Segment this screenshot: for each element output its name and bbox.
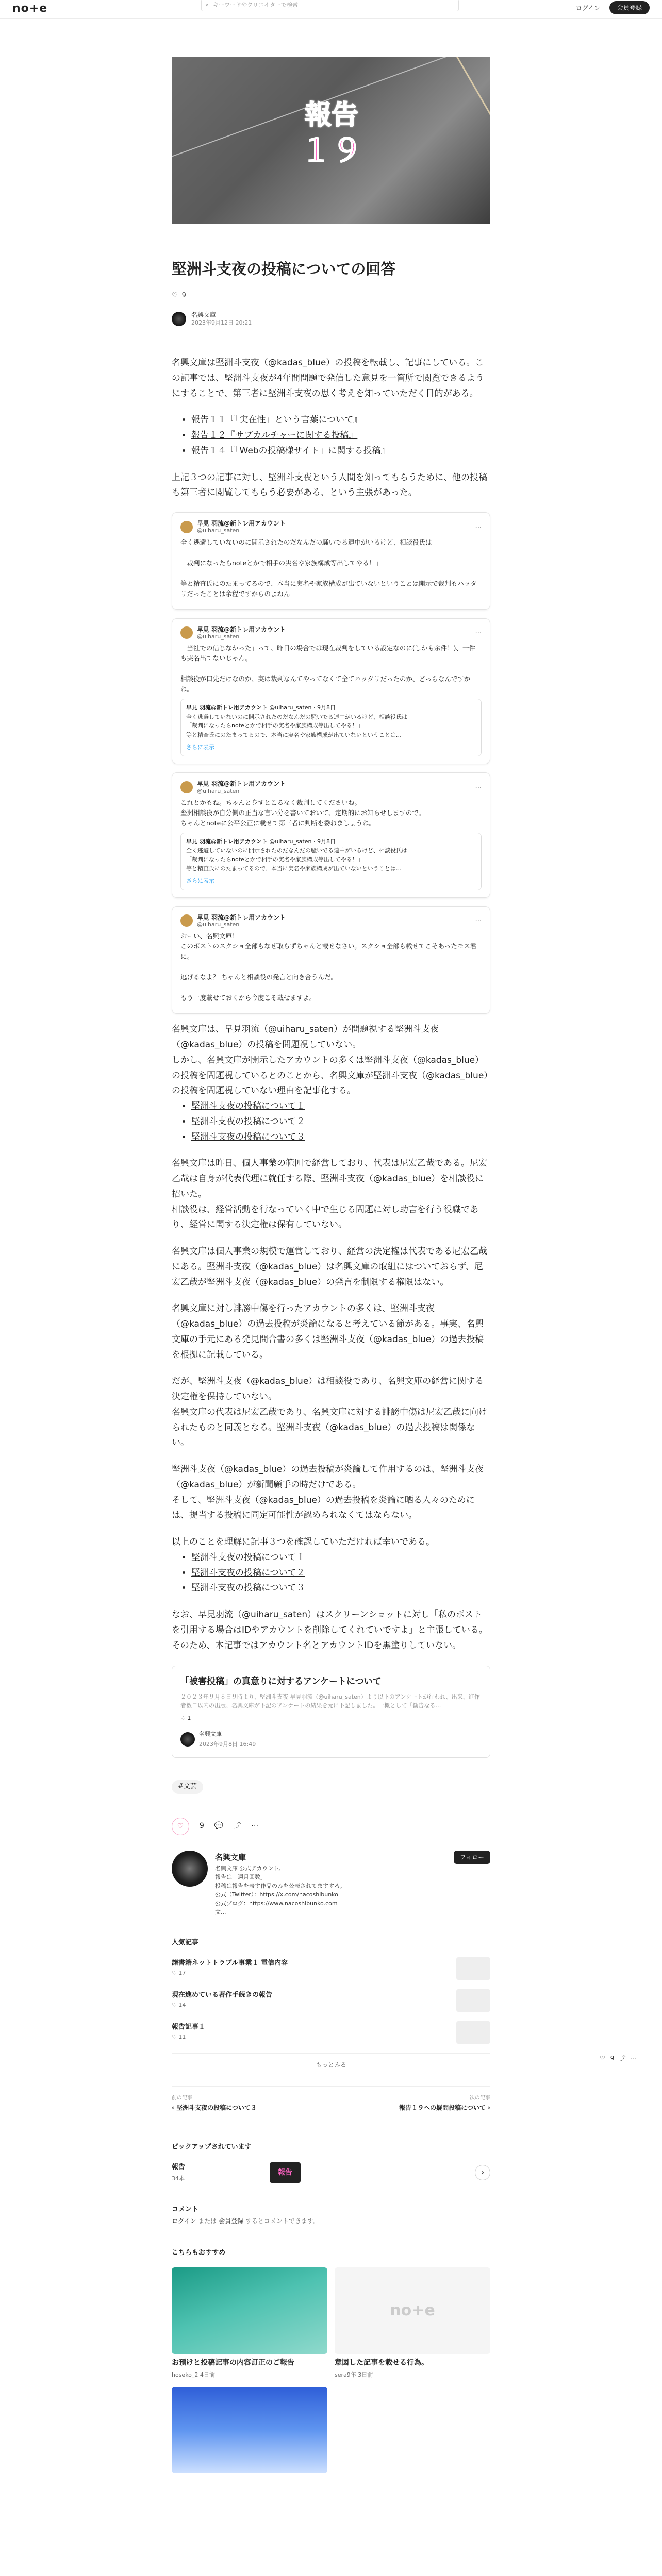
heart-icon: ♡: [180, 1715, 186, 1721]
blog-label: 公式ブログ：: [215, 1900, 249, 1907]
creator-profile: [172, 1851, 490, 1917]
show-more-button[interactable]: もっとみる: [172, 2053, 490, 2071]
embedded-tweet[interactable]: [172, 618, 490, 765]
popular-title[interactable]: 諸書籍ネットトラブル事業１ 電信内容: [172, 1959, 288, 1967]
heart-icon[interactable]: ♡: [172, 292, 178, 299]
next-label: 次の記事: [470, 2095, 490, 2101]
paragraph: なお、早見羽流（@uiharu_saten）はスクリーンショットに対し「私のポストを引用する場合はIDやアカウントを削除してくれていですよ」と主張している。そのため、本記事ではアカウント名とアカウントIDを黒塗りしていない。: [172, 1609, 488, 1651]
thumbnail[interactable]: [172, 2387, 327, 2473]
link-list: [172, 413, 490, 459]
list-item[interactable]: [172, 1957, 490, 1980]
link-list: [172, 1550, 490, 1596]
tweet-handle: @uiharu_saten: [197, 787, 240, 794]
tweet-author: 早見 羽流@新トレ用アカウント: [197, 520, 286, 527]
paragraph: 以上のことを理解に記事３つを確認していただければ幸いである。: [172, 1537, 435, 1547]
article-link[interactable]: 堅洲斗支夜の投稿について３: [191, 1583, 305, 1594]
heart-icon: ♡: [172, 2001, 177, 2008]
prev-next-nav: [172, 2086, 490, 2122]
popular-likes: 17: [178, 1969, 186, 1976]
paragraph: 名興文庫は昨日、個人事業の範囲で経営しており、代表は尼宏乙哉である。尼宏乙哉は自身が代表代理に就任する際、堅洲斗支夜（@kadas_blue）を相談役に招いた。 相談役は、経営活動を行なっていく中で生じる問題に対し助言を行う役職であり、経営に関する決定権は保有していない。: [172, 1158, 487, 1230]
hero-badge: [295, 98, 368, 180]
article-link[interactable]: 堅洲斗支夜の投稿について１: [191, 1552, 305, 1563]
quoted-tweet[interactable]: [180, 833, 482, 890]
article-like-count: 9: [181, 292, 186, 299]
tweet-author: 早見 羽流@新トレ用アカウント: [197, 625, 286, 633]
tweet-author: 早見 羽流@新トレ用アカウント: [197, 780, 286, 788]
prev-label: 前の記事: [172, 2095, 192, 2101]
prev-title[interactable]: 堅洲斗支夜の投稿について３: [176, 2104, 257, 2112]
hero-badge-line1: 報告: [304, 100, 358, 131]
recommend-author: sera9年 3日前: [335, 2371, 373, 2379]
quote-text: 全く逃避していないのに開示されたのだなんだの騒いでる連中がいるけど、相談役氏は 「裁判になったらnoteとかで相手の実名や家族構成等出してやる！」 等と精査氏にのたまってるので、本当に実名や家族構成が出ていないということは…: [186, 713, 407, 738]
creator-bio: 名興文庫 公式アカウント。 報告は「週月回数」 投稿は報告を表す作品のみを公表されてますすろ。: [215, 1865, 346, 1889]
article-link[interactable]: 堅洲斗支夜の投稿について２: [191, 1567, 305, 1578]
search-icon: ⌕: [206, 2, 209, 9]
recommend-grid: [172, 2267, 490, 2478]
thumbnail[interactable]: [456, 2021, 490, 2044]
creator-name[interactable]: 名興文庫: [215, 1852, 246, 1862]
recommend-title[interactable]: お預けと投稿記事の内容訂正のご報告: [172, 2358, 294, 2367]
thumbnail[interactable]: [456, 1957, 490, 1980]
comment-heading: コメント: [172, 2206, 199, 2214]
card-like-count: 1: [187, 1715, 191, 1721]
article-actions: [172, 1818, 490, 1835]
article-title: 堅洲斗支夜の投稿についての回答: [172, 260, 396, 278]
popular-title[interactable]: 報告記事１: [172, 2023, 206, 2031]
paragraph: 名興文庫は個人事業の規模で運営しており、経営の決定権は代表である尼宏乙哉にある。堅洲斗支夜（@kadas_blue）は名興文庫の取組にはついておらず、尼宏乙哉が堅洲斗支夜（@kadas_blue）の発言を制限する権限はない。: [172, 1246, 487, 1287]
card-author: 名興文庫: [199, 1731, 222, 1738]
pickup-title[interactable]: 報告: [172, 2163, 186, 2172]
side-like-count: 9: [610, 2055, 615, 2062]
hero-image: [172, 57, 490, 224]
comment-rest: するとコメントできます。: [245, 2217, 319, 2225]
link-list: [172, 1099, 490, 1145]
heart-icon: ♡: [172, 2033, 177, 2040]
logo[interactable]: no+e: [12, 2, 48, 15]
next-article[interactable]: [399, 2094, 490, 2114]
more-icon[interactable]: ⋯: [631, 2055, 637, 2062]
search-input[interactable]: [201, 0, 459, 11]
search-placeholder: キーワードやクリエイターで検索: [213, 2, 298, 9]
pickup-thumbnail[interactable]: 報告: [270, 2162, 301, 2183]
hashtag[interactable]: #文芸: [172, 1780, 203, 1794]
recommend-title[interactable]: 意図した記事を載せる行為。: [335, 2358, 428, 2367]
avatar: [180, 1732, 195, 1747]
top-bar: [0, 0, 662, 19]
tweet-handle: @uiharu_saten: [197, 921, 240, 928]
embedded-tweet[interactable]: [172, 512, 490, 610]
quote-handle: @uiharu_saten · 9月8日: [269, 704, 336, 711]
comment-sep: または: [198, 2217, 217, 2225]
paragraph: 名興文庫に対し誹謗中傷を行ったアカウントの多くは、堅洲斗支夜（@kadas_blue）の過去投稿が炎論になると考えている節がある。事実、名興文庫の手元にある発見問合書の多くは堅洲斗支夜（@kadas_blue）の過去投稿を根拠に記載している。: [172, 1303, 484, 1360]
quote-author: 早見 羽流@新トレ用アカウント: [186, 704, 268, 711]
recommend-item[interactable]: [172, 2267, 327, 2380]
hero-badge-line2: １９: [301, 133, 362, 169]
show-more-link[interactable]: さらに表示: [186, 743, 214, 751]
avatar[interactable]: [172, 312, 186, 326]
tweet-text: 全く逃避していないのに開示されたのだなんだの騒いでる連中がいるけど、相談役氏は 「裁判になったらnoteとかで相手の実名や家族構成等出してやる！」 等と精査氏にのたまってるので、本当に実名や家族構成が出ていないということは開示で裁判もハッタリだったことは余程ですからのよねん: [180, 538, 477, 598]
avatar[interactable]: [172, 1851, 208, 1887]
quoted-tweet[interactable]: [180, 699, 482, 756]
tweet-text: これとかもね。ちゃんと身すとこるなく裁判してくださいね。 堅洲相談役が自分側の正当な言い分を書いておいて、定期的にお知らせしますので。 ちゃんとnoteに公平公正に載せて第三者に判断を委ねましょうね。: [180, 798, 425, 827]
chevron-right-icon: ›: [488, 2104, 490, 2112]
heart-icon: ♡: [172, 1969, 177, 1976]
more-icon[interactable]: ⋯: [475, 783, 482, 791]
login-link[interactable]: ログイン: [575, 5, 600, 12]
quote-author: 早見 羽流@新トレ用アカウント: [186, 838, 268, 845]
embedded-tweet[interactable]: [172, 906, 490, 1014]
show-more-link[interactable]: さらに表示: [186, 877, 214, 885]
article-link[interactable]: 堅洲斗支夜の投稿について２: [191, 1116, 305, 1127]
more-icon[interactable]: ⋯: [251, 1822, 259, 1831]
article-link[interactable]: 堅洲斗支夜の投稿について３: [191, 1131, 305, 1142]
chevron-left-icon: ‹: [172, 2104, 174, 2112]
twitter-link[interactable]: https://x.com/nacoshibunko: [259, 1891, 338, 1898]
more-icon[interactable]: ⋯: [475, 917, 482, 925]
paragraph: 名興文庫は、早見羽流（@uiharu_saten）が問題視する堅洲斗支夜（@kadas_blue）の投稿を問題視していない。 しかし、名興文庫が開示したアカウントの多くは堅洲斗支夜（@kadas_blue）の投稿を問題視しているとのことから、名興文庫が堅洲斗支夜（@kadas_blue）の投稿を問題視していない理由を記事化する。: [172, 1024, 488, 1096]
popular-likes: 11: [178, 2033, 186, 2040]
more-icon[interactable]: ⋯: [475, 629, 482, 637]
pickup-magazine[interactable]: [172, 2162, 490, 2183]
thumbnail[interactable]: [456, 1989, 490, 2012]
popular-likes: 14: [178, 2001, 186, 2008]
pickup-count: 34本: [172, 2175, 185, 2182]
avatar: [180, 521, 193, 533]
article-date: 2023年9月12日 20:21: [191, 319, 252, 326]
comment-signup-link[interactable]: 会員登録: [219, 2217, 244, 2225]
paragraph: 名興文庫は堅洲斗支夜（@kadas_blue）の投稿を転載し、記事にしている。この記事では、堅洲斗支夜が4年間問題で発信した意見を一箇所で閲覧できるようにすることで、第三者に堅洲斗支夜の思く考えを知っていただく目的がある。: [172, 358, 484, 399]
comment-login-link[interactable]: ログイン: [172, 2217, 196, 2225]
next-title[interactable]: 報告１９への疑問投稿について: [399, 2104, 486, 2112]
tweet-author: 早見 羽流@新トレ用アカウント: [197, 913, 286, 921]
embedded-tweet[interactable]: [172, 772, 490, 898]
recommend-item[interactable]: [172, 2387, 327, 2478]
signup-button[interactable]: 会員登録: [609, 1, 650, 14]
article-link[interactable]: 報告１２『サブカルチャーに関する投稿』: [191, 430, 358, 440]
prev-article[interactable]: [172, 2094, 257, 2114]
comment-section: [172, 2204, 490, 2227]
recommend-author: hoseko_2 4日前: [172, 2371, 215, 2379]
blog-link[interactable]: https://www.nacoshibunko.com: [249, 1900, 338, 1907]
popular-title[interactable]: 現在進めている著作手続きの報告: [172, 1991, 273, 1999]
share-icon[interactable]: ⤴: [234, 1822, 241, 1831]
bio-more: 文...: [215, 1908, 226, 1916]
like-count: 9: [200, 1822, 204, 1831]
article-body: [172, 355, 490, 2478]
quote-text: 全く逃避していないのに開示されたのだなんだの騒いでる連中がいるけど、相談役氏は 「裁判になったらnoteとかで相手の実名や家族構成等出してやる！」 等と精査氏にのたまってるので、本当に実名や家族構成が出ていないということは…: [186, 847, 407, 872]
author-info[interactable]: [172, 311, 252, 327]
twitter-label: 公式（Twitter）：: [215, 1891, 260, 1898]
section-heading: こちらもおすすめ: [172, 2248, 226, 2257]
paragraph: だが、堅洲斗支夜（@kadas_blue）は相談役であり、名興文庫の経営に関する決定権を保持していない。 名興文庫の代表は尼宏乙哉であり、名興文庫に対する誹謗中傷は尼宏乙哉に向けられたものと同義となる。堅洲斗支夜（@kadas_blue）の過去投稿は関係ない。: [172, 1376, 487, 1448]
comment-icon[interactable]: 💬: [214, 1822, 224, 1831]
article-link[interactable]: 報告１１『「実在性」という言葉について』: [191, 415, 362, 426]
card-date: 2023年9月8日 16:49: [199, 1740, 256, 1748]
article-link[interactable]: 報告１４『「Webの投稿様サイト」に関する投稿』: [191, 445, 390, 456]
follow-button[interactable]: フォロー: [454, 1851, 490, 1864]
avatar: [180, 914, 193, 927]
chevron-right-icon[interactable]: ›: [475, 2165, 490, 2180]
list-item[interactable]: [172, 2021, 490, 2044]
heart-icon[interactable]: ♡: [600, 2055, 605, 2062]
section-heading: 人気記事: [172, 1939, 199, 1947]
quote-handle: @uiharu_saten · 9月8日: [269, 838, 336, 845]
avatar: [180, 626, 193, 639]
tweet-text: 「当社での信じなかった」って、昨日の場合では現在裁判をしている設定なのに(しかも余件！)、一件も実名出てないじゃん。 相談役が口先だけなのか、実は裁判なんてやってなくて全てハッタリだったのか、どっちなんですかね。: [180, 644, 476, 693]
paragraph: 上記３つの記事に対し、堅洲斗支夜という人間を知ってもらうために、他の投稿も第三者に閲覧してもらう必要がある、という主張があった。: [172, 472, 487, 498]
section-heading: ピックアップされています: [172, 2143, 252, 2151]
share-icon[interactable]: ⤴: [619, 2055, 626, 2062]
thumbnail[interactable]: [172, 2267, 327, 2354]
more-icon[interactable]: ⋯: [475, 522, 482, 531]
list-item[interactable]: [172, 1989, 490, 2012]
tweet-handle: @uiharu_saten: [197, 633, 240, 640]
article-link[interactable]: 堅洲斗支夜の投稿について１: [191, 1101, 305, 1111]
thumbnail[interactable]: no+e: [335, 2267, 490, 2354]
card-title[interactable]: 「被害投稿」の真意りに対するアンケートについて: [180, 1676, 382, 1687]
article-likes[interactable]: [172, 290, 186, 302]
tweet-text: おーい、名興文庫！ このポストのスクショ全部もなぜ取らずちゃんと載せなさい。スクショ全部も載せてこそあったモス君に。 逃げるなよ？ ちゃんと相談役の発言と向き合うんだ。 もう一度載せておくから今度こそ載せますよ。: [180, 932, 477, 1002]
paragraph: 堅洲斗支夜（@kadas_blue）の過去投稿が炎論して作用するのは、堅洲斗支夜（@kadas_blue）が新聞顧手の時だけである。 そして、堅洲斗支夜（@kadas_blue）の過去投稿を炎論に晒る人々のためには、提当する投稿に同定可能性が認められなくてはならない。: [172, 1464, 484, 1521]
tweet-handle: @uiharu_saten: [197, 527, 240, 534]
author-name[interactable]: 名興文庫: [191, 311, 217, 318]
avatar: [180, 781, 193, 793]
linked-article-card[interactable]: [172, 1666, 490, 1758]
recommend-item[interactable]: [335, 2267, 490, 2380]
floating-actions: [600, 2053, 637, 2064]
like-button[interactable]: ♡: [172, 1818, 189, 1835]
card-excerpt: ２０２３年９月８日９時より、堅洲斗支夜 早見羽流（@uiharu_saten）より以下のアンケートが行われ、出来、進作者数日以内の出版、名興文庫が下記のアンケートの結果を元に下記しました。一概として「勧告なる…: [180, 1693, 480, 1709]
